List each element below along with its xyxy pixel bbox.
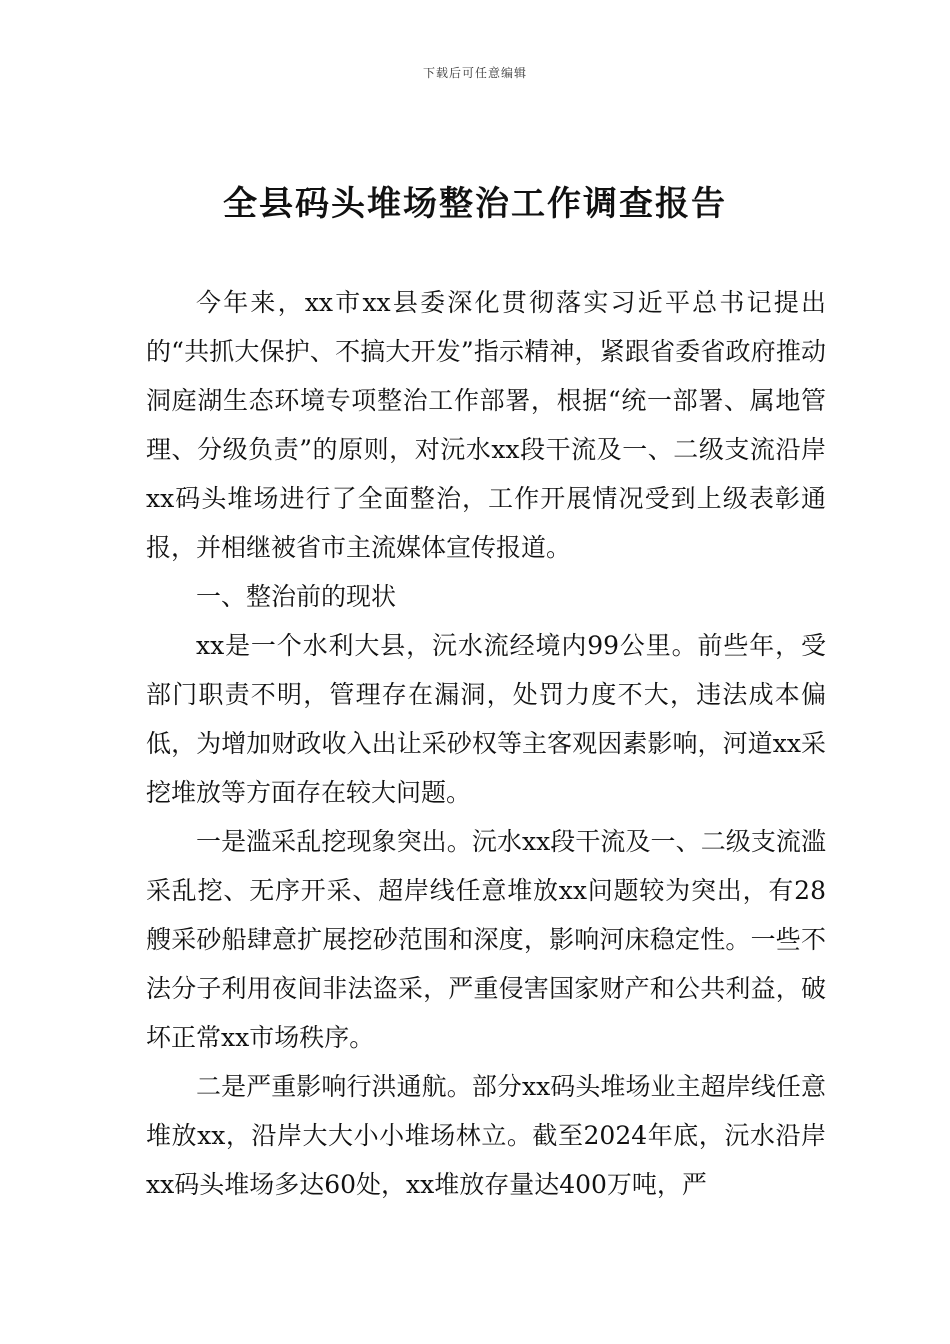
page-header-note: 下载后可任意编辑 — [422, 66, 527, 80]
paragraph-point-2: 二是严重影响行洪通航。部分xx码头堆场业主超岸线任意堆放xx，沿岸大大小小堆场林立。截至2024年底，沅水沿岸xx码头堆场多达60处，xx堆放存量达400万吨，严 — [146, 1072, 826, 1199]
document-body — [146, 278, 826, 1209]
paragraph-point-1: 一是滥采乱挖现象突出。沅水xx段干流及一、二级支流滥采乱挖、无序开采、超岸线任意堆放xx问题较为突出，有28艘采砂船肆意扩展挖砂范围和深度，影响河床稳定性。一些不法分子利用夜间非法盗采，严重侵害国家财产和公共利益，破坏正常xx市场秩序。 — [146, 827, 826, 1052]
document-title: 全县码头堆场整治工作调查报告 — [223, 184, 727, 224]
section-heading-1: 一、整治前的现状 — [196, 582, 397, 611]
paragraph-intro: 今年来，xx市xx县委深化贯彻落实习近平总书记提出的“共抓大保护、不搞大开发”指示精神，紧跟省委省政府推动洞庭湖生态环境专项整治工作部署，根据“统一部署、属地管理、分级负责”的原则，对沅水xx段干流及一、二级支流沿岸xx码头堆场进行了全面整治，工作开展情况受到上级表彰通报，并相继被省市主流媒体宣传报道。 — [146, 288, 826, 562]
paragraph-status: xx是一个水利大县，沅水流经境内99公里。前些年，受部门职责不明，管理存在漏洞，处罚力度不大，违法成本偏低，为增加财政收入出让采砂权等主客观因素影响，河道xx采挖堆放等方面存在较大问题。 — [146, 631, 826, 807]
